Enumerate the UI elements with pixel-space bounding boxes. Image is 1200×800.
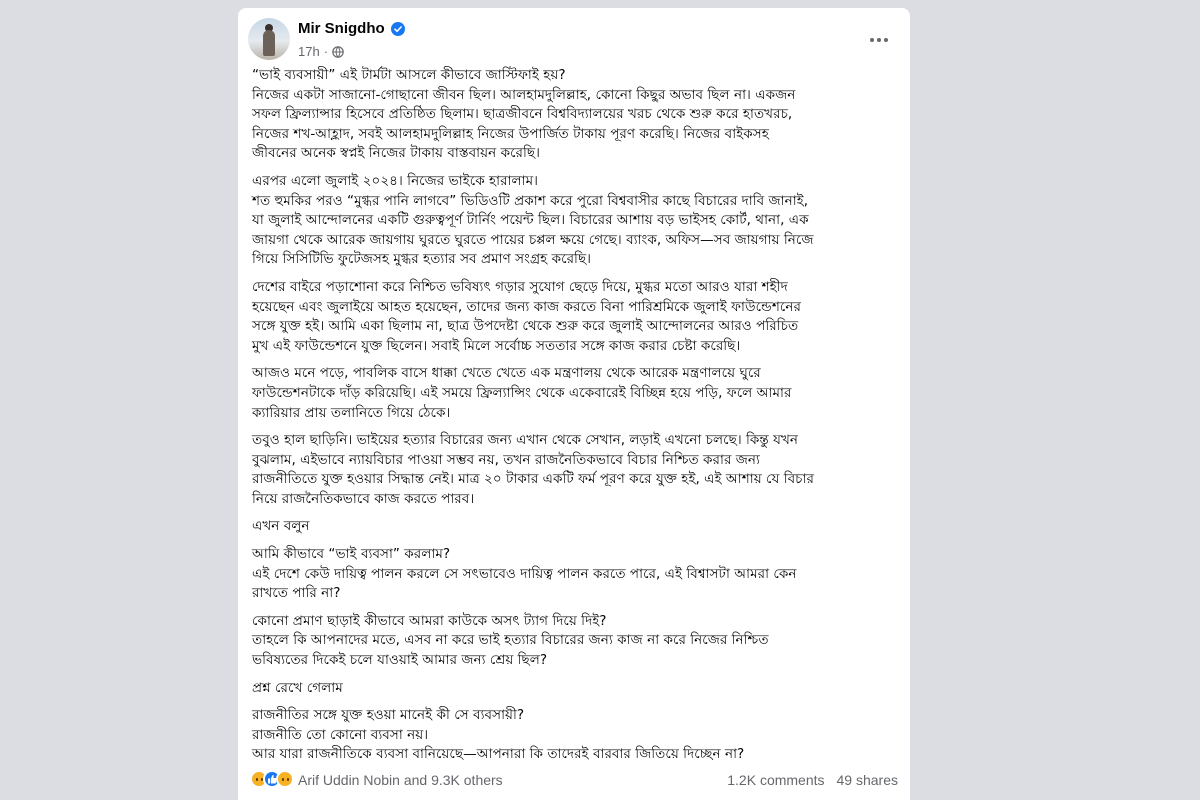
shares-count[interactable]: 49 shares <box>836 772 898 788</box>
post-line: দেশের বাইরে পড়াশোনা করে নিশ্চিত ভবিষ্যৎ গড়ার সুযোগ ছেড়ে দিয়ে, মুগ্ধর মতো আরও যারা শহীদ <box>252 278 788 295</box>
post-line: মুখ এই ফাউন্ডেশনে যুক্ত ছিলেন। সবাই মিলে সর্বোচ্চ সততার সঙ্গে কাজ করার চেষ্টা করেছি। <box>252 337 741 354</box>
post-line: এখন বলুন <box>252 518 310 535</box>
post-paragraph <box>252 517 902 537</box>
post-line: রাজনীতির সঙ্গে যুক্ত হওয়া মানেই কী সে ব্যবসায়ী? <box>252 707 525 724</box>
post-line: সঙ্গে যুক্ত হই। আমি একা ছিলাম না, ছাত্র উপদেষ্টা থেকে শুরু করে জুলাই আন্দোলনের আরও পরিচিত <box>252 318 799 335</box>
post-line: আজও মনে পড়ে, পাবলিক বাসে ধাক্কা খেতে খেতে এক মন্ত্রণালয় থেকে আরেক মন্ত্রণালয়ে ঘুরে <box>252 365 761 382</box>
more-options-icon[interactable] <box>864 28 894 52</box>
post-line: সফল ফ্রিল্যান্সার হিসেবে প্রতিষ্ঠিত ছিলাম। ছাত্রজীবনে বিশ্ববিদ্যালয়ের খরচ থেকে শুরু করে হাতখরচ, <box>252 106 793 123</box>
post-line: রাজনীতি তো কোনো ব্যবসা নয়। <box>252 726 429 743</box>
post-paragraph <box>252 612 902 671</box>
post-line: ভবিষ্যতের দিকেই চলে যাওয়াই আমার জন্য শ্রেয় ছিল? <box>252 652 548 669</box>
post-paragraph <box>252 679 902 699</box>
post-line: জীবনের অনেক স্বপ্নই নিজের টাকায় বাস্তবায়ন করেছি। <box>252 145 541 162</box>
post-paragraph <box>252 278 902 356</box>
post-line: এই দেশে কেউ দায়িত্ব পালন করলে সে সৎভাবেও দায়িত্ব পালন করতে পারে, এই বিশ্বাসটা আমরা কেন <box>252 565 797 582</box>
post-line: বুঝলাম, এইভাবে ন্যায়বিচার পাওয়া সম্ভব নয়, তখন রাজনৈতিকভাবে বিচার নিশ্চিত করার জন্য <box>252 451 760 468</box>
avatar[interactable] <box>248 18 290 60</box>
post-line: গিয়ে সিসিটিভি ফুটেজসহ মুগ্ধর হত্যার সব প্রমাণ সংগ্রহ করেছি। <box>252 251 592 268</box>
post-line: আর যারা রাজনীতিকে ব্যবসা বানিয়েছে—আপনারা কি তাদেরই বারবার জিতিয়ে দিচ্ছেন না? <box>252 746 745 763</box>
author-name[interactable]: Mir Snigdho <box>298 20 385 37</box>
reaction-icons[interactable] <box>250 770 289 788</box>
reaction-summary[interactable]: Arif Uddin Nobin and 9.3K others <box>298 772 503 788</box>
post-paragraph <box>252 66 902 164</box>
post-line: যা জুলাই আন্দোলনের একটি গুরুত্বপূর্ণ টার্নিং পয়েন্ট ছিল। বিচারের আশায় বড় ভাইসহ কোর্ট, থানা, এক <box>252 212 809 229</box>
post-card <box>238 8 910 800</box>
post-line: হয়েছেন এবং জুলাইয়ে আহত হয়েছেন, তাদের জন্য কাজ করতে বিনা পারিশ্রমিকে জুলাই ফাউন্ডেশনের <box>252 298 801 315</box>
post-line: নিয়ে রাজনৈতিকভাবে কাজ করতে পারব। <box>252 490 475 507</box>
post-line: ক্যারিয়ার প্রায় তলানিতে গিয়ে ঠেকে। <box>252 404 451 421</box>
post-footer <box>250 768 898 792</box>
comments-count[interactable]: 1.2K comments <box>727 772 825 788</box>
post-line: আমি কীভাবে “ভাই ব্যবসা” করলাম? <box>252 546 451 563</box>
post-line: জায়গা থেকে আরেক জায়গায় ঘুরতে ঘুরতে পায়ের চপ্পল ক্ষয়ে গেছে। ব্যাংক, অফিস—সব জায়গায় নিজে <box>252 231 814 248</box>
post-line: রাজনীতিতে যুক্ত হওয়ার সিদ্ধান্ত নেই। মাত্র ২০ টাকার একটি ফর্ম পূরণ করে যুক্ত হই, এই আশায় যে বিচার <box>252 471 814 488</box>
post-line: নিজের শখ-আহ্লাদ, সবই আলহামদুলিল্লাহ নিজের উপার্জিত টাকায় পূরণ করেছি। নিজের বাইকসহ <box>252 125 769 142</box>
post-paragraph <box>252 364 902 423</box>
post-line: শত হুমকির পরও “মুগ্ধর পানি লাগবে” ভিডিওটি প্রকাশ করে পুরো বিশ্ববাসীর কাছে বিচারের দাবি জানাই, <box>252 192 809 209</box>
post-paragraph <box>252 545 902 604</box>
verified-badge-icon <box>391 22 405 36</box>
post-paragraph <box>252 431 902 509</box>
post-paragraph <box>252 706 902 765</box>
post-header <box>248 18 900 68</box>
post-line: “ভাই ব্যবসায়ী” এই টার্মটা আসলে কীভাবে জাস্টিফাই হয়? <box>252 67 566 83</box>
post-line: কোনো প্রমাণ ছাড়াই কীভাবে আমরা কাউকে অসৎ ট্যাগ দিয়ে দিই? <box>252 612 607 629</box>
post-line: ফাউন্ডেশনটাকে দাঁড় করিয়েছি। এই সময়ে ফ্রিল্যান্সিং থেকে একেবারেই বিচ্ছিন্ন হয়ে পড়ি, ফলে আমার <box>252 384 792 401</box>
post-line: তবুও হাল ছাড়িনি। ভাইয়ের হত্যার বিচারের জন্য এখান থেকে সেখান, লড়াই এখনো চলছে। কিন্তু যখন <box>252 432 798 449</box>
post-line: প্রশ্ন রেখে গেলাম <box>252 679 343 696</box>
post-text <box>252 66 902 773</box>
globe-icon <box>332 46 344 58</box>
post-line: এরপর এলো জুলাই ২০২৪। নিজের ভাইকে হারালাম। <box>252 172 539 189</box>
post-paragraph <box>252 172 902 270</box>
post-line: রাখতে পারি না? <box>252 585 341 602</box>
post-time[interactable]: 17h <box>298 44 320 59</box>
post-line: তাহলে কি আপনাদের মতে, এসব না করে ভাই হত্যার বিচারের জন্য কাজ না করে নিজের নিশ্চিত <box>252 632 769 649</box>
post-line: নিজের একটা সাজানো-গোছানো জীবন ছিল। আলহামদুলিল্লাহ, কোনো কিছুর অভাব ছিল না। একজন <box>252 86 796 103</box>
sad-icon <box>276 770 294 788</box>
meta-separator: · <box>323 44 329 59</box>
